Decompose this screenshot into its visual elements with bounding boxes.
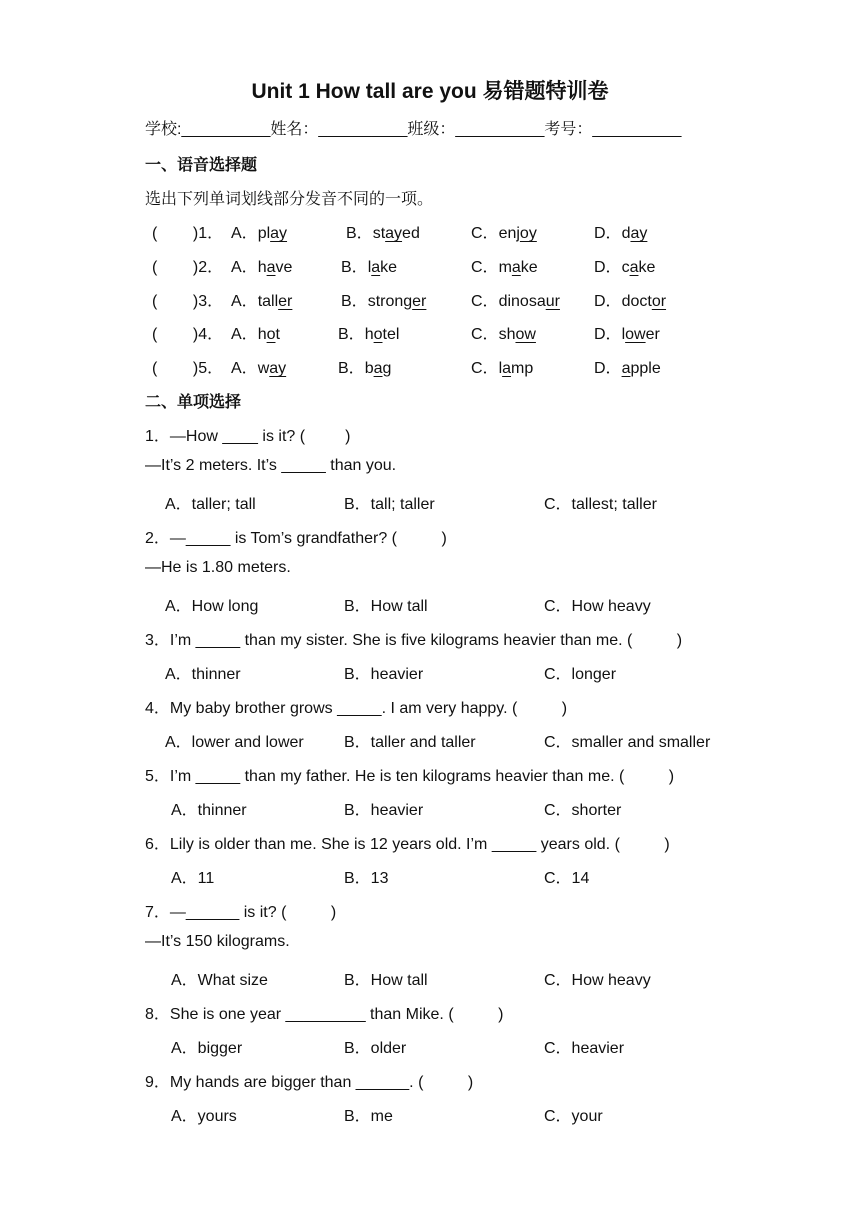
phonics-option <box>231 288 292 311</box>
answer-option: C．your <box>544 1108 603 1125</box>
word-part: h <box>364 326 374 343</box>
underlined-letters: a <box>621 360 631 377</box>
word-part: c <box>621 259 630 276</box>
section-1-instruction: 选出下列单词划线部分发音不同的一项。 <box>145 191 434 208</box>
answer-option: B．How tall <box>344 972 428 989</box>
phonics-option <box>231 220 287 243</box>
answer-option: A．lower and lower <box>165 734 304 751</box>
option-letter: C． <box>471 360 499 377</box>
question-text: 3．I’m _____ than my sister. She is five kilograms heavier than me. ( ) <box>145 632 683 649</box>
section-2-heading: 二、单项选择 <box>145 394 242 411</box>
question-text: 9．My hands are bigger than ______. ( ) <box>145 1074 474 1091</box>
underlined-letters: a <box>502 360 512 377</box>
phonics-item-number: ( )1． <box>152 225 224 242</box>
word-part: ke <box>520 259 538 276</box>
phonics-option <box>231 254 292 277</box>
word-part: w <box>257 360 270 377</box>
word-part: h <box>257 259 267 276</box>
answer-option: A．thinner <box>165 666 241 683</box>
word-part: t <box>275 326 280 343</box>
underlined-letters: ay <box>385 225 403 242</box>
answer-option: C．longer <box>544 666 617 683</box>
underlined-letters: o <box>266 326 276 343</box>
option-letter: D． <box>594 259 622 276</box>
question-text: 6．Lily is older than me. She is 12 years old. I’m _____ years old. ( ) <box>145 836 670 853</box>
answer-option: A．What size <box>171 972 268 989</box>
answer-option: C．How heavy <box>544 598 651 615</box>
word-part: ed <box>402 225 420 242</box>
phonics-item-number: ( )2． <box>152 259 224 276</box>
word-part: st <box>372 225 386 242</box>
option-letter: D． <box>594 326 622 343</box>
question-response-line: —It’s 2 meters. It’s _____ than you. <box>145 457 397 474</box>
option-letter: C． <box>471 225 499 242</box>
word-part: ke <box>380 259 398 276</box>
option-letter: A． <box>231 293 258 310</box>
word-part: d <box>621 225 631 242</box>
phonics-option <box>471 288 560 311</box>
underlined-letters: a <box>373 360 383 377</box>
underlined-letters: o <box>373 326 383 343</box>
word-part: l <box>367 259 372 276</box>
phonics-option <box>471 355 533 378</box>
word-part: l <box>498 360 503 377</box>
word-part: pple <box>630 360 661 377</box>
phonics-option <box>594 220 647 243</box>
option-letter: D． <box>594 293 622 310</box>
word-part: ve <box>275 259 293 276</box>
option-letter: A． <box>231 225 258 242</box>
answer-option: C．smaller and smaller <box>544 734 711 751</box>
word-part: doct <box>621 293 652 310</box>
underlined-letters: ow <box>625 326 646 343</box>
question-text: 1．—How ____ is it? ( ) <box>145 428 351 445</box>
underlined-letters: a <box>371 259 381 276</box>
word-part: b <box>364 360 374 377</box>
word-part: l <box>621 326 626 343</box>
question-text: 8．She is one year _________ than Mike. ( ) <box>145 1006 504 1023</box>
option-letter: B． <box>346 225 373 242</box>
underlined-letters: or <box>651 293 667 310</box>
underlined-letters: ay <box>630 225 648 242</box>
underlined-letters: a <box>511 259 521 276</box>
underlined-letters: ow <box>515 326 536 343</box>
answer-option: A．11 <box>171 870 215 887</box>
answer-option: B．How tall <box>344 598 428 615</box>
phonics-option <box>594 321 660 344</box>
option-letter: B． <box>341 293 368 310</box>
underlined-letters: ur <box>545 293 560 310</box>
word-part: m <box>498 259 512 276</box>
underlined-letters: ay <box>270 225 288 242</box>
question-text: 7．—______ is it? ( ) <box>145 904 337 921</box>
answer-option: B．13 <box>344 870 389 887</box>
option-letter: A． <box>231 326 258 343</box>
word-part: ke <box>638 259 656 276</box>
option-letter: A． <box>231 259 258 276</box>
answer-option: C．heavier <box>544 1040 625 1057</box>
page-title: Unit 1 How tall are you 易错题特训卷 <box>251 80 609 103</box>
answer-option: B．taller and taller <box>344 734 476 751</box>
phonics-option <box>346 220 420 243</box>
phonics-option <box>471 321 536 344</box>
answer-option: B．heavier <box>344 802 424 819</box>
option-letter: C． <box>471 259 499 276</box>
section-1-heading: 一、语音选择题 <box>145 157 258 174</box>
word-part: enj <box>498 225 520 242</box>
student-info-line: 学校:__________姓名：__________班级：__________考号：__________ <box>145 121 682 138</box>
question-response-line: —He is 1.80 meters. <box>145 559 291 576</box>
option-letter: B． <box>338 360 365 377</box>
phonics-option <box>338 355 391 378</box>
option-letter: D． <box>594 360 622 377</box>
phonics-option <box>471 254 538 277</box>
phonics-option <box>231 355 286 378</box>
answer-option: A．taller; tall <box>165 496 256 513</box>
underlined-letters: er <box>412 293 427 310</box>
option-letter: C． <box>471 293 499 310</box>
answer-option: A．How long <box>165 598 259 615</box>
option-letter: D． <box>594 225 622 242</box>
phonics-option <box>594 355 661 378</box>
answer-option: C．How heavy <box>544 972 651 989</box>
word-part: tall <box>257 293 279 310</box>
phonics-option <box>471 220 537 243</box>
answer-option: B．tall; taller <box>344 496 435 513</box>
word-part: dinosa <box>498 293 546 310</box>
answer-option: A．thinner <box>171 802 247 819</box>
answer-option: C．14 <box>544 870 590 887</box>
phonics-option <box>594 254 655 277</box>
phonics-option <box>231 321 280 344</box>
word-part: er <box>645 326 660 343</box>
option-letter: C． <box>471 326 499 343</box>
answer-option: B．older <box>344 1040 407 1057</box>
underlined-letters: ay <box>269 360 287 377</box>
phonics-option <box>341 254 397 277</box>
word-part: strong <box>367 293 413 310</box>
word-part: pl <box>257 225 271 242</box>
word-part: mp <box>511 360 534 377</box>
underlined-letters: a <box>629 259 639 276</box>
word-part: tel <box>382 326 400 343</box>
answer-option: C．tallest; taller <box>544 496 657 513</box>
phonics-option <box>594 288 666 311</box>
word-part: h <box>257 326 267 343</box>
question-text: 4．My baby brother grows _____. I am very happy. ( ) <box>145 700 568 717</box>
question-response-line: —It’s 150 kilograms. <box>145 933 290 950</box>
phonics-item-number: ( )5． <box>152 360 224 377</box>
phonics-option <box>341 288 426 311</box>
answer-option: A．yours <box>171 1108 237 1125</box>
word-part: g <box>382 360 392 377</box>
phonics-item-number: ( )4． <box>152 326 224 343</box>
phonics-item-number: ( )3． <box>152 293 224 310</box>
question-text: 2．—_____ is Tom’s grandfather? ( ) <box>145 530 447 547</box>
underlined-letters: oy <box>519 225 537 242</box>
phonics-option <box>338 321 399 344</box>
word-part: sh <box>498 326 516 343</box>
option-letter: A． <box>231 360 258 377</box>
option-letter: B． <box>338 326 365 343</box>
answer-option: B．heavier <box>344 666 424 683</box>
underlined-letters: er <box>278 293 293 310</box>
answer-option: C．shorter <box>544 802 622 819</box>
answer-option: A．bigger <box>171 1040 243 1057</box>
question-text: 5．I’m _____ than my father. He is ten kilograms heavier than me. ( ) <box>145 768 675 785</box>
underlined-letters: a <box>266 259 276 276</box>
answer-option: B．me <box>344 1108 393 1125</box>
option-letter: B． <box>341 259 368 276</box>
